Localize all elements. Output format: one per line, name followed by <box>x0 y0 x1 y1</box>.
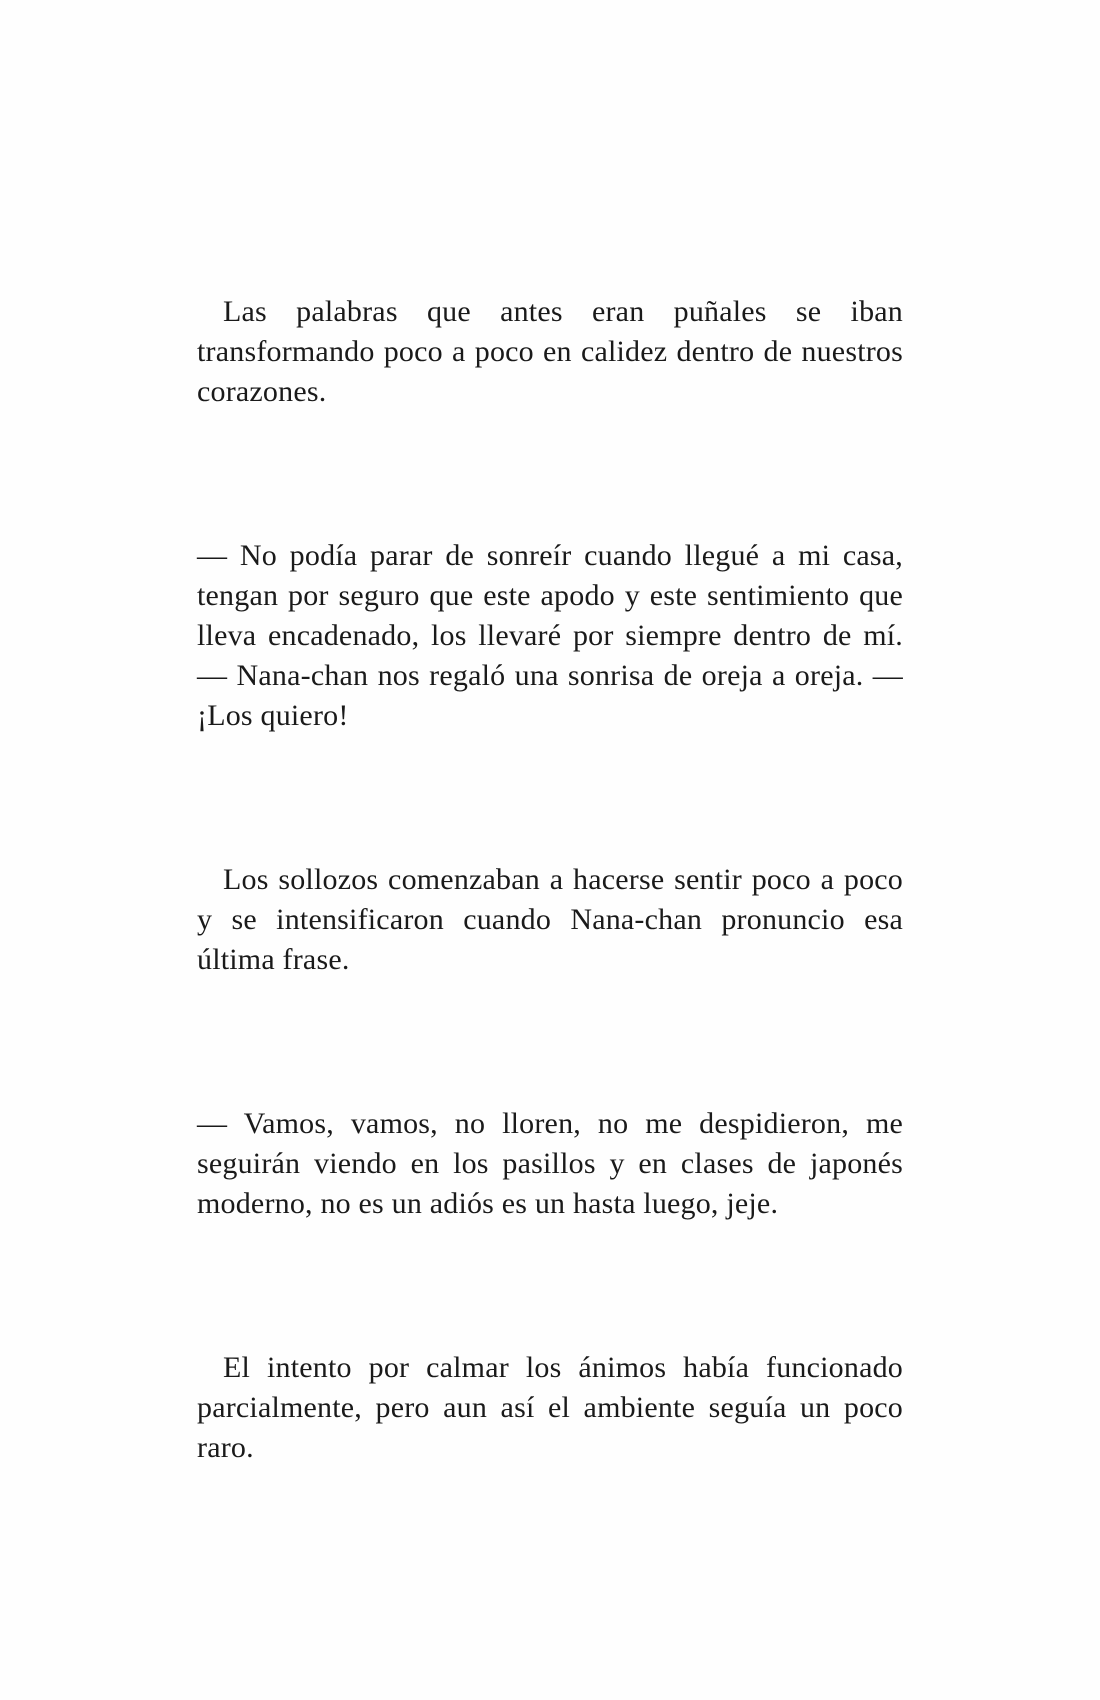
body-text <box>197 292 903 1468</box>
paragraph-1: Las palabras que antes eran puñales se iban transformando poco a poco en calidez dentro de nuestros corazones. <box>197 295 903 408</box>
dialogue-paragraph-2: — No podía parar de sonreír cuando llegué a mi casa, tengan por seguro que este apodo y este sentimiento que lleva encadenado, los llevaré por siempre dentro de mí. — Nana-chan nos regaló una sonrisa de oreja a oreja. — ¡Los quiero! <box>197 539 903 732</box>
paragraph-5: El intento por calmar los ánimos había funcionado parcialmente, pero aun así el ambiente seguía un poco raro. <box>197 1351 903 1464</box>
dialogue-paragraph-4: — Vamos, vamos, no lloren, no me despidieron, me seguirán viendo en los pasillos y en clases de japonés moderno, no es un adiós es un hasta luego, jeje. <box>197 1107 903 1220</box>
paragraph-3: Los sollozos comenzaban a hacerse sentir poco a poco y se intensificaron cuando Nana-chan pronuncio esa última frase. <box>197 863 903 976</box>
